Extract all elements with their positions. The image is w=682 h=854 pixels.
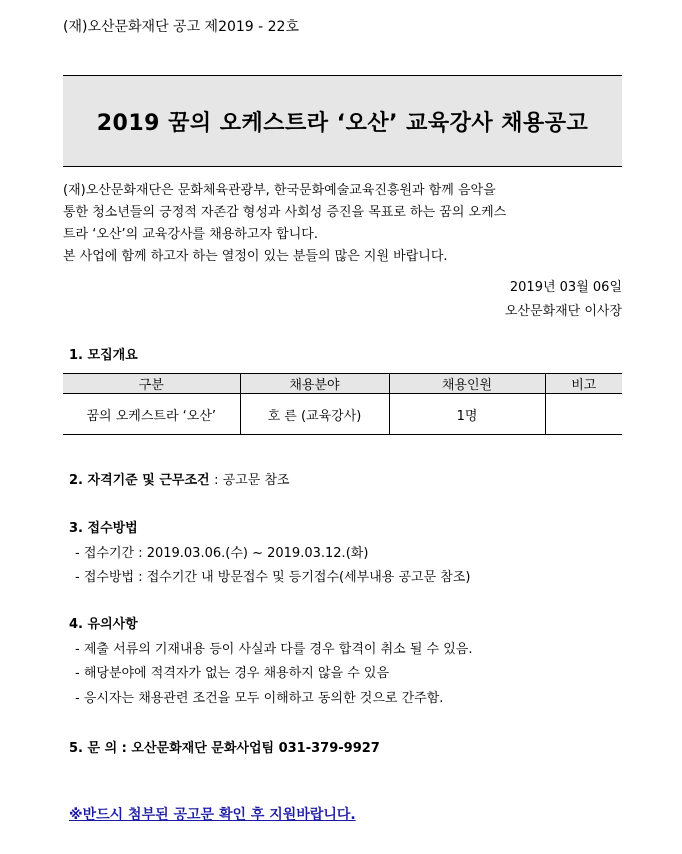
- table-cell: [545, 394, 622, 435]
- list-item: - 해당분야에 적격자가 없는 경우 채용하지 않을 수 있음: [75, 666, 390, 681]
- section-heading-overview: 1. 모집개요: [69, 348, 138, 363]
- title-banner: [63, 75, 622, 167]
- table-row: [63, 394, 622, 435]
- column-header: 비고: [545, 374, 622, 394]
- section-heading-label: 2. 자격기준 및 근무조건: [69, 473, 210, 488]
- list-item: - 제출 서류의 기재내용 등이 사실과 다를 경우 합격이 취소 될 수 있음.: [75, 642, 473, 657]
- signer: 오산문화재단 이사장: [504, 304, 622, 319]
- announcement-number: (재)오산문화재단 공고 제2019 - 22호: [63, 19, 299, 35]
- intro-line: 본 사업에 함께 하고자 하는 열정이 있는 분들의 많은 지원 바랍니다.: [63, 249, 448, 264]
- section-heading-qualifications: [69, 469, 290, 488]
- recruitment-table: [63, 373, 622, 435]
- intro-line: 통한 청소년들의 긍정적 자존감 형성과 사회성 증진을 목표로 하는 꿈의 오케스: [63, 205, 507, 220]
- document-title: 2019 꿈의 오케스트라 ‘오산’ 교육강사 채용공고: [96, 110, 589, 136]
- section-heading-notes: 4. 유의사항: [69, 617, 138, 632]
- table-header-row: [63, 374, 622, 394]
- intro-paragraph: [63, 180, 623, 268]
- intro-line: 트라 ‘오산’의 교육강사를 채용하고자 합니다.: [63, 227, 318, 242]
- announcement-date: 2019년 03월 06일: [509, 280, 622, 295]
- section-detail: : 공고문 참조: [214, 473, 290, 488]
- table-cell: 호 른 (교육강사): [240, 394, 389, 435]
- list-item: - 응시자는 채용관련 조건을 모두 이해하고 동의한 것으로 간주함.: [75, 691, 444, 706]
- section-heading-application: 3. 접수방법: [69, 521, 138, 536]
- intro-line: (재)오산문화재단은 문화체육관광부, 한국문화예술교육진흥원과 함께 음악을: [63, 183, 496, 198]
- column-header: 채용인원: [389, 374, 545, 394]
- column-header: 채용분야: [240, 374, 389, 394]
- table-cell: 1명: [389, 394, 545, 435]
- column-header: 구분: [63, 374, 240, 394]
- list-item: - 접수기간 : 2019.03.06.(수) ~ 2019.03.12.(화): [75, 546, 369, 561]
- list-item: - 접수방법 : 접수기간 내 방문접수 및 등기접수(세부내용 공고문 참조): [75, 570, 471, 585]
- notice-text: ※반드시 첨부된 공고문 확인 후 지원바랍니다.: [69, 807, 356, 823]
- table-cell: 꿈의 오케스트라 ‘오산’: [63, 394, 240, 435]
- section-heading-contact: 5. 문 의 : 오산문화재단 문화사업팀 031-379-9927: [69, 741, 380, 756]
